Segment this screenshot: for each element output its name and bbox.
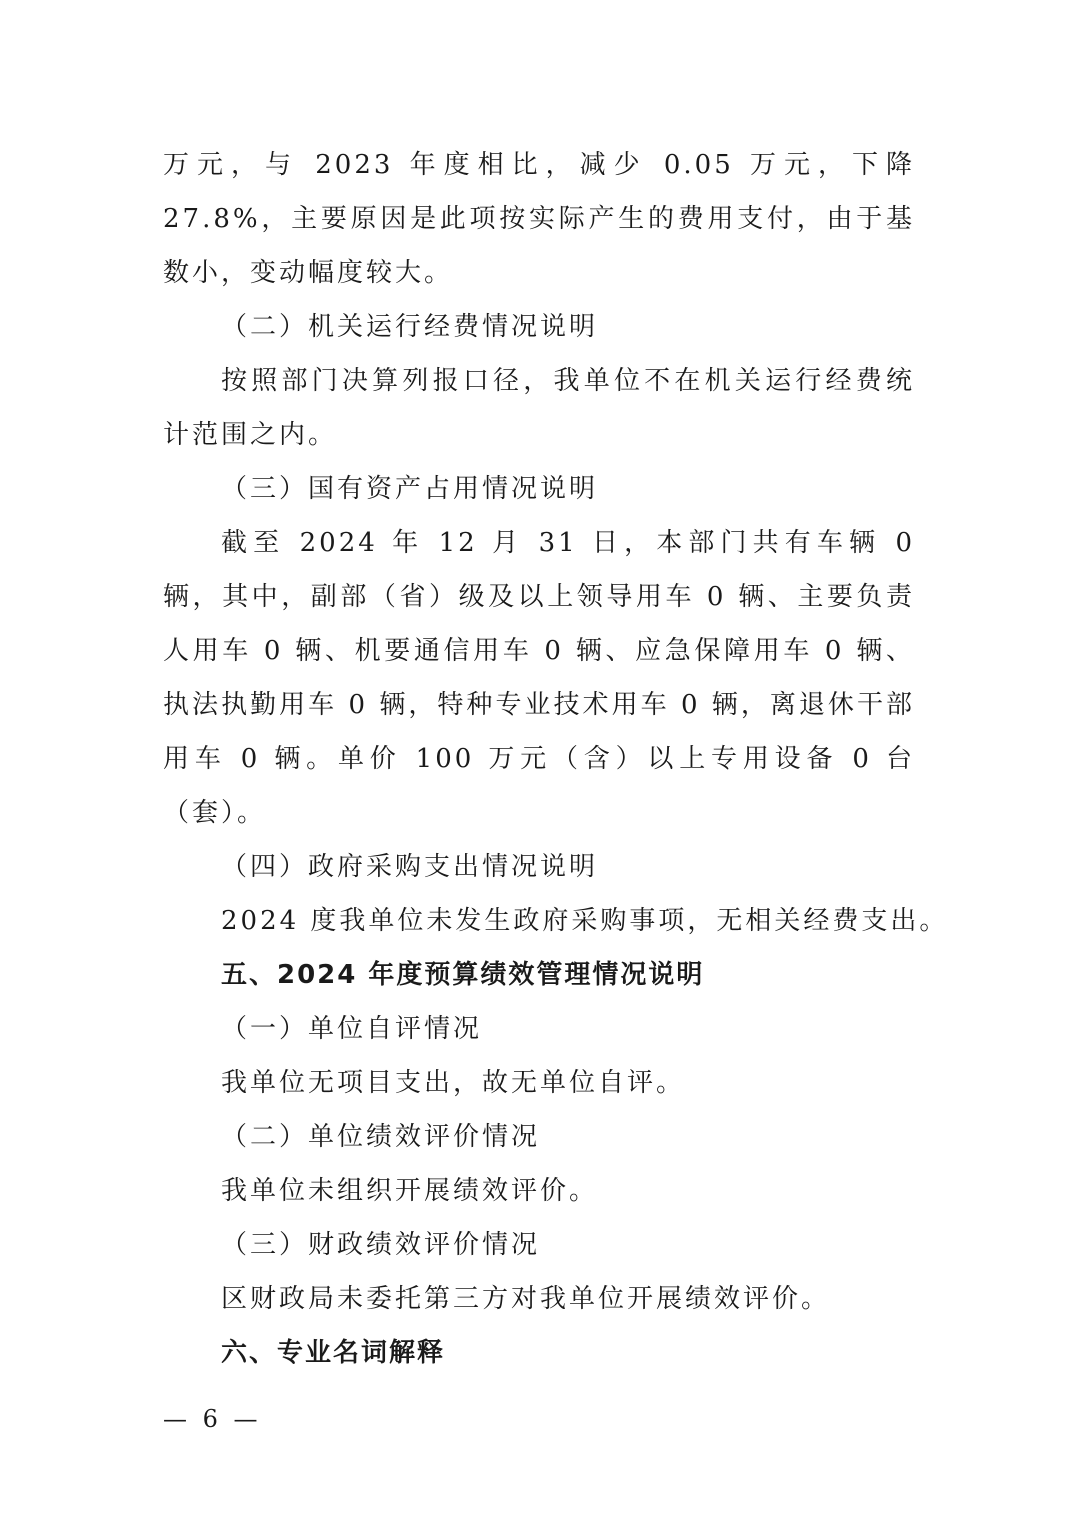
glossary-heading: 六、专业名词解释 [221,1338,446,1368]
performance-heading: 五、2024 年度预算绩效管理情况说明 [221,960,705,990]
procurement-body: 2024 度我单位未发生政府采购事项，无相关经费支出。 [221,906,949,936]
state-assets-heading: （三）国有资产占用情况说明 [221,474,599,504]
self-eval-heading: （一）单位自评情况 [221,1014,483,1044]
operating-expenses-heading: （二）机关运行经费情况说明 [221,312,599,342]
state-assets-body: 截至 2024 年 12 月 31 日，本部门共有车辆 0 辆，其中，副部（省）级及以上领导用车 0 辆、主要负责人用车 0 辆、机要通信用车 0 辆、应急保障用车 0 辆、执法执勤用车 0 辆，特种专业技术用车 0 辆，离退休干部用车 0 辆。单价 100 万元（含）以上专用设备 0 台（套）。 [163,528,915,828]
unit-eval-body: 我单位未组织开展绩效评价。 [221,1176,599,1206]
page-number: — 6 — [163,1405,262,1433]
procurement-heading: （四）政府采购支出情况说明 [221,852,599,882]
unit-eval-heading: （二）单位绩效评价情况 [221,1122,541,1152]
self-eval-body: 我单位无项目支出，故无单位自评。 [221,1068,686,1098]
finance-eval-heading: （三）财政绩效评价情况 [221,1230,541,1260]
finance-eval-body: 区财政局未委托第三方对我单位开展绩效评价。 [221,1284,831,1314]
continuation-paragraph: 万元，与 2023 年度相比，减少 0.05 万元，下降 27.8%，主要原因是此项按实际产生的费用支付，由于基数小，变动幅度较大。 [163,150,915,288]
document-body [163,138,949,1380]
operating-expenses-body: 按照部门决算列报口径，我单位不在机关运行经费统计范围之内。 [163,366,915,450]
